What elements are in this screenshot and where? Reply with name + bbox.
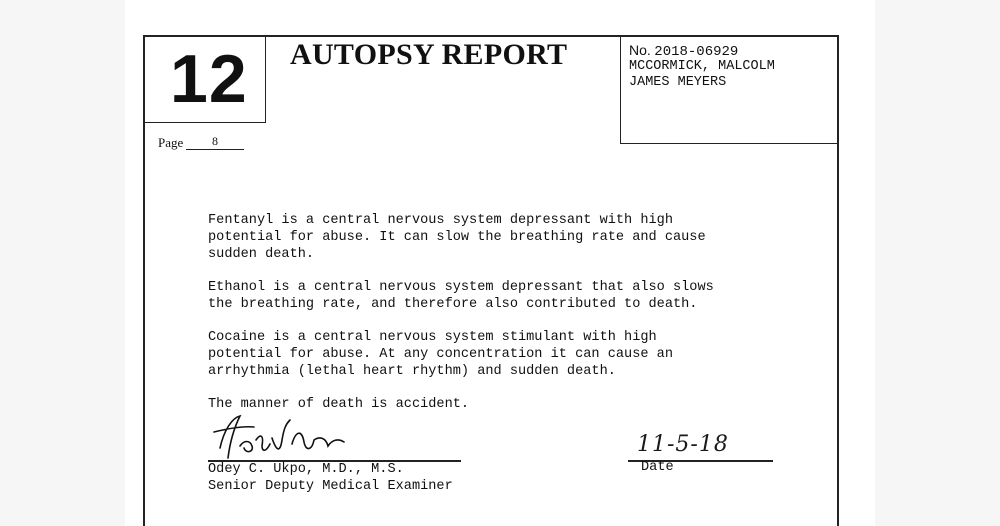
case-number-label: No. <box>629 42 651 58</box>
handwritten-signature <box>210 410 360 465</box>
report-title: AUTOPSY REPORT <box>290 38 568 71</box>
decedent-name-line1: MCCORMICK, MALCOLM <box>629 59 775 74</box>
section-number: 12 <box>170 41 248 117</box>
decedent-name-line2: JAMES MEYERS <box>629 75 727 90</box>
handwritten-date: 11-5-18 <box>637 432 729 457</box>
paragraph-fentanyl: Fentanyl is a central nervous system depressant with high potential for abuse. It can slow the breathing rate and cause sudden death. <box>208 213 706 263</box>
examiner-title: Senior Deputy Medical Examiner <box>208 479 453 494</box>
page-label: Page <box>158 135 184 150</box>
page-number-underline <box>186 149 244 150</box>
page-margin-right <box>875 0 1000 526</box>
examiner-name: Odey C. Ukpo, M.D., M.S. <box>208 462 404 477</box>
page-number: 8 <box>212 134 218 148</box>
paragraph-cocaine: Cocaine is a central nervous system stimulant with high potential for abuse. At any concentration it can cause an arrhythmia (lethal heart rhythm) and sudden death. <box>208 330 673 380</box>
case-number-value: 2018-06929 <box>654 44 739 60</box>
case-number <box>629 42 738 60</box>
date-label: Date <box>641 460 674 475</box>
paragraph-ethanol: Ethanol is a central nervous system depressant that also slows the breathing rate, and therefore also contributed to death. <box>208 280 714 313</box>
page-margin-left <box>0 0 125 526</box>
paragraph-manner-of-death: The manner of death is accident. <box>208 397 470 412</box>
